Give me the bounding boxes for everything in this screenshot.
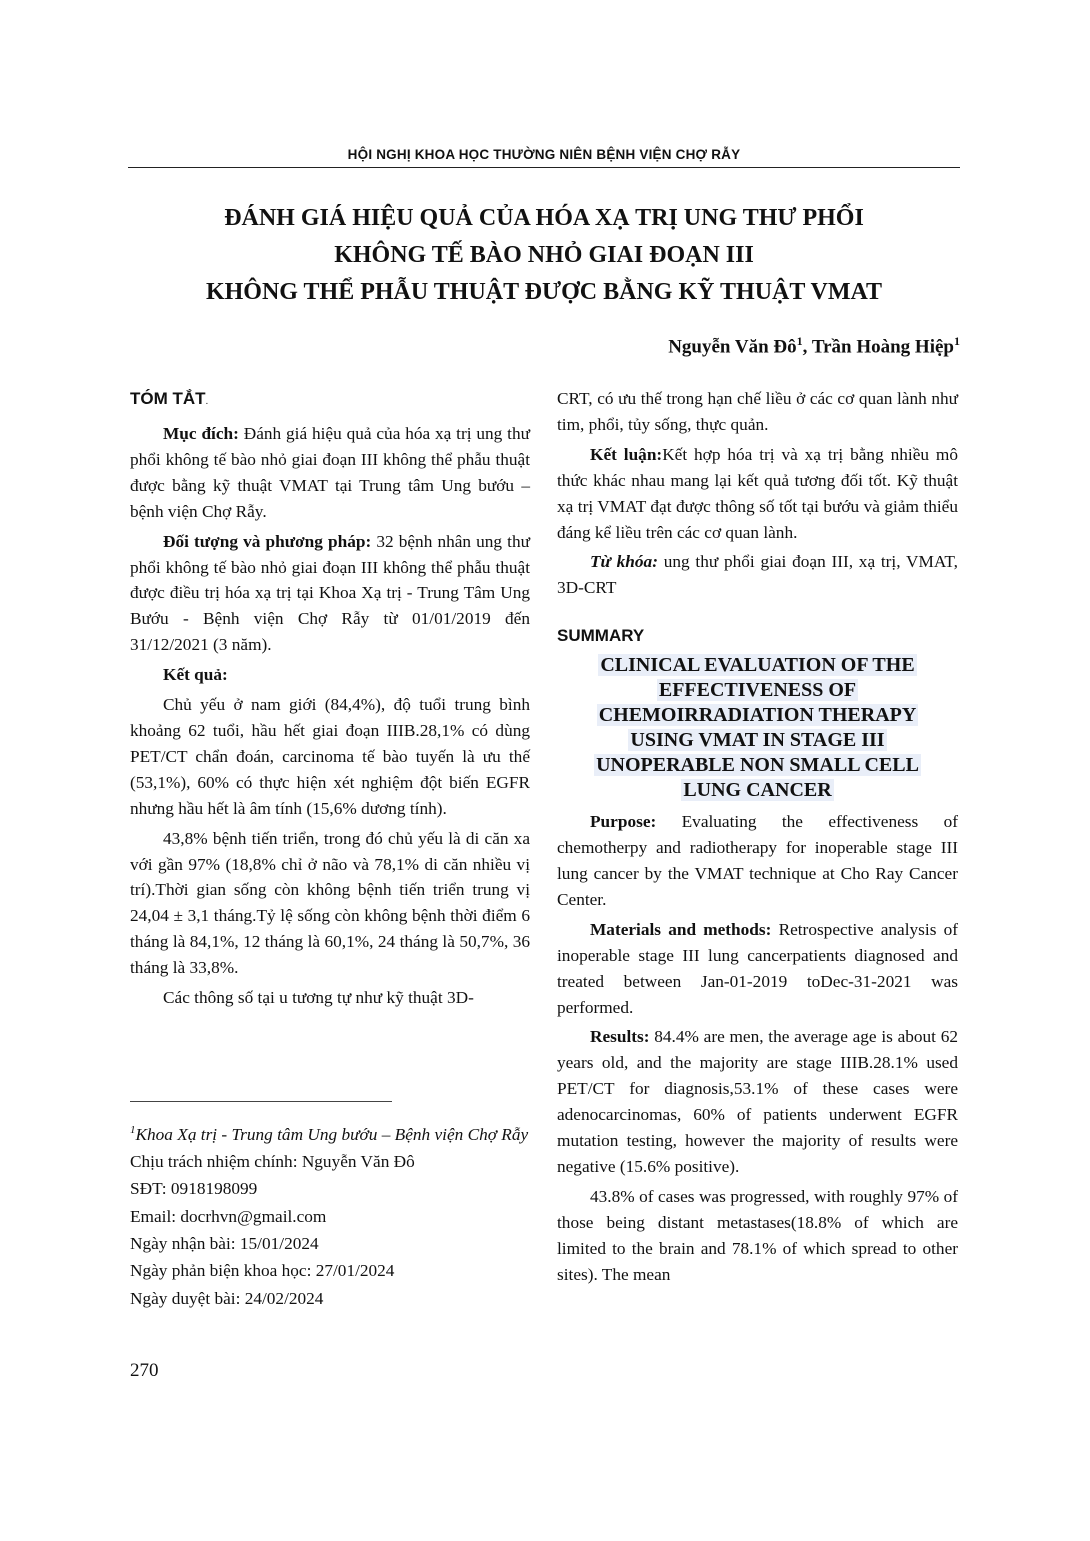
footnote-affiliation-text: Khoa Xạ trị - Trung tâm Ung bướu – Bệnh viện Chợ Rẫy	[135, 1124, 529, 1144]
title-line-3: KHÔNG THỂ PHẪU THUẬT ĐƯỢC BẰNG KỸ THUẬT VMAT	[205, 279, 883, 305]
footnote-responsible: Chịu trách nhiệm chính: Nguyễn Văn Đô	[130, 1152, 415, 1172]
footnote-email: Email: docrhvn@gmail.com	[130, 1206, 327, 1226]
keywords-label-vi: Từ khóa:	[590, 552, 658, 572]
purpose-text-vi: Đánh giá hiệu quả của hóa xạ trị ung thư phổi không tế bào nhỏ giai đoạn III không thể phẫu thuật được bằng kỹ thuật VMAT tại Trung tâm Ung bướu – bệnh viện Chợ Rẫy.	[130, 424, 530, 521]
header-rule	[128, 167, 960, 168]
conclusion-label-vi: Kết luận:	[590, 444, 663, 464]
author-separator: ,	[802, 336, 812, 358]
summary-heading: SUMMARY	[557, 626, 645, 646]
author-2: Trần Hoàng Hiệp	[811, 336, 954, 358]
title-line-1: ĐÁNH GIÁ HIỆU QUẢ CỦA HÓA XẠ TRỊ UNG THƯ PHỔI	[224, 205, 864, 231]
footnote-affiliation-mark: 1	[130, 1124, 136, 1136]
footnotes	[130, 1117, 530, 1312]
conclusion-text-vi: Kết hợp hóa trị và xạ trị bằng nhiều mô thức khác nhau mang lại kết quả tương đối tốt. Kỹ thuật xạ trị VMAT đạt được thông số tốt tại bướu và giảm thiểu đáng kể liều trên các cơ quan lành.	[557, 444, 958, 542]
conclusion-paragraph-vi	[557, 442, 958, 546]
results-label-en: Results:	[590, 1027, 650, 1047]
results-paragraph-1-vi: Chủ yếu ở nam giới (84,4%), độ tuổi trung bình khoảng 62 tuổi, hầu hết giai đoạn IIIB.28,1% có dùng PET/CT chẩn đoán, carcinoma tế bào tuyến là ưu thế (53,1%), 60% có thực hiện xét nghiệm đột biến EGFR nhưng hầu hết là âm tính (15,6% dương tính).	[130, 695, 530, 818]
purpose-label-en: Purpose:	[590, 812, 657, 832]
keywords-text-vi: ung thư phổi giai đoạn III, xạ trị, VMAT, 3D-CRT	[557, 552, 958, 598]
results-text-en: 84.4% are men, the average age is about 62 years old, and the majority are stage IIIB.28.1% used PET/CT for diagnosis,53.1% of these cases were adenocarcinomas, 60% of patients underwent EGFR mutation testing, however the majority of results were negative (15.6% positive).	[557, 1027, 958, 1176]
tomtat-heading	[130, 386, 530, 415]
right-column	[557, 386, 958, 1291]
purpose-text-en: Evaluating the effectiveness of chemotherpy and radiotherapy for inoperable stage III lung cancer by the VMAT technique at Cho Ray Cancer Center.	[557, 812, 958, 909]
title-line-2: KHÔNG TẾ BÀO NHỎ GIAI ĐOẠN III	[334, 242, 754, 268]
tomtat-heading-text: TÓM TẮT	[130, 389, 206, 408]
footnote-reviewed: Ngày phản biện khoa học: 27/01/2024	[130, 1261, 395, 1281]
author-1: Nguyễn Văn Đô	[668, 336, 797, 358]
english-title-line-5: UNOPERABLE NON SMALL CELL	[596, 754, 919, 777]
results-paragraph-2-vi: 43,8% bệnh tiến triển, trong đó chủ yếu là di căn xa với gần 97% (18,8% chỉ ở não và 78,1% di căn nhiều vị trí).Thời gian sống còn không bệnh tiến triển trung vị 24,04 ± 3,1 tháng.Tỷ lệ sống còn không bệnh thời điểm 6 tháng là 84,1%, 12 tháng là 60,1%, 24 tháng là 50,7%, 36 tháng là 33,8%.	[130, 828, 530, 978]
results-paragraph-en	[557, 1024, 958, 1179]
results-label-vi: Kết quả:	[163, 665, 228, 685]
article-title	[128, 200, 960, 311]
results-paragraph-2-en: 43.8% of cases was progressed, with roughly 97% of those being distant metastases(18.8% of which are limited to the brain and 78.1% of which spread to other sites). The mean	[557, 1186, 958, 1284]
keywords-paragraph-vi	[557, 549, 958, 601]
page-number: 270	[130, 1360, 159, 1381]
author-2-affiliation-mark: 1	[954, 334, 960, 348]
footnote-rule	[130, 1101, 392, 1102]
footnote-accepted: Ngày duyệt bài: 24/02/2024	[130, 1288, 324, 1308]
methods-text-en: Retrospective analysis of inoperable stage III lung cancerpatients diagnosed and treated between Jan-01-2019 toDec-31-2021 was performed.	[557, 919, 958, 1017]
tomtat-heading-dot: .	[205, 396, 209, 407]
english-title-line-4: USING VMAT IN STAGE III	[630, 729, 885, 752]
results-paragraph-3-vi-start: Các thông số tại u tương tự như kỹ thuật 3D-	[163, 988, 474, 1008]
footnote-phone: SĐT: 0918198099	[130, 1179, 258, 1199]
footnote-affiliation	[130, 1117, 530, 1148]
english-title-line-1: CLINICAL EVALUATION OF THE	[600, 654, 915, 677]
methods-label-en: Materials and methods:	[590, 919, 772, 939]
running-header: HỘI NGHỊ KHOA HỌC THƯỜNG NIÊN BỆNH VIỆN CHỢ RẪY	[347, 147, 741, 162]
english-title-line-3: CHEMOIRRADIATION THERAPY	[598, 704, 917, 727]
english-title-line-2: EFFECTIVENESS OF	[658, 679, 857, 702]
english-title-line-6: LUNG CANCER	[683, 779, 832, 802]
purpose-paragraph-en	[557, 809, 958, 913]
author-1-affiliation-mark: 1	[796, 334, 803, 348]
results-paragraph-3-vi-cont: CRT, có ưu thế trong hạn chế liều ở các cơ quan lành như tim, phổi, tủy sống, thực quản.	[557, 389, 958, 434]
purpose-paragraph-vi	[130, 421, 530, 525]
methods-paragraph-en	[557, 917, 958, 1021]
author-list	[668, 334, 960, 358]
footnote-received: Ngày nhận bài: 15/01/2024	[130, 1233, 319, 1253]
methods-label-vi: Đối tượng và phương pháp:	[163, 531, 372, 551]
results-heading-vi	[130, 662, 530, 688]
methods-text-vi: 32 bệnh nhân ung thư phổi không tế bào nhỏ giai đoạn III không thể phẫu thuật được điều trị hóa xạ trị tại Khoa Xạ trị - Trung Tâm Ung Bướu - Bệnh viện Chợ Rẫy từ 01/01/2019 đến 31/12/2021 (3 năm).	[130, 531, 530, 655]
english-title	[557, 653, 958, 803]
left-column	[130, 386, 530, 1015]
methods-paragraph-vi	[130, 529, 530, 659]
purpose-label-vi: Mục đích:	[163, 424, 239, 443]
